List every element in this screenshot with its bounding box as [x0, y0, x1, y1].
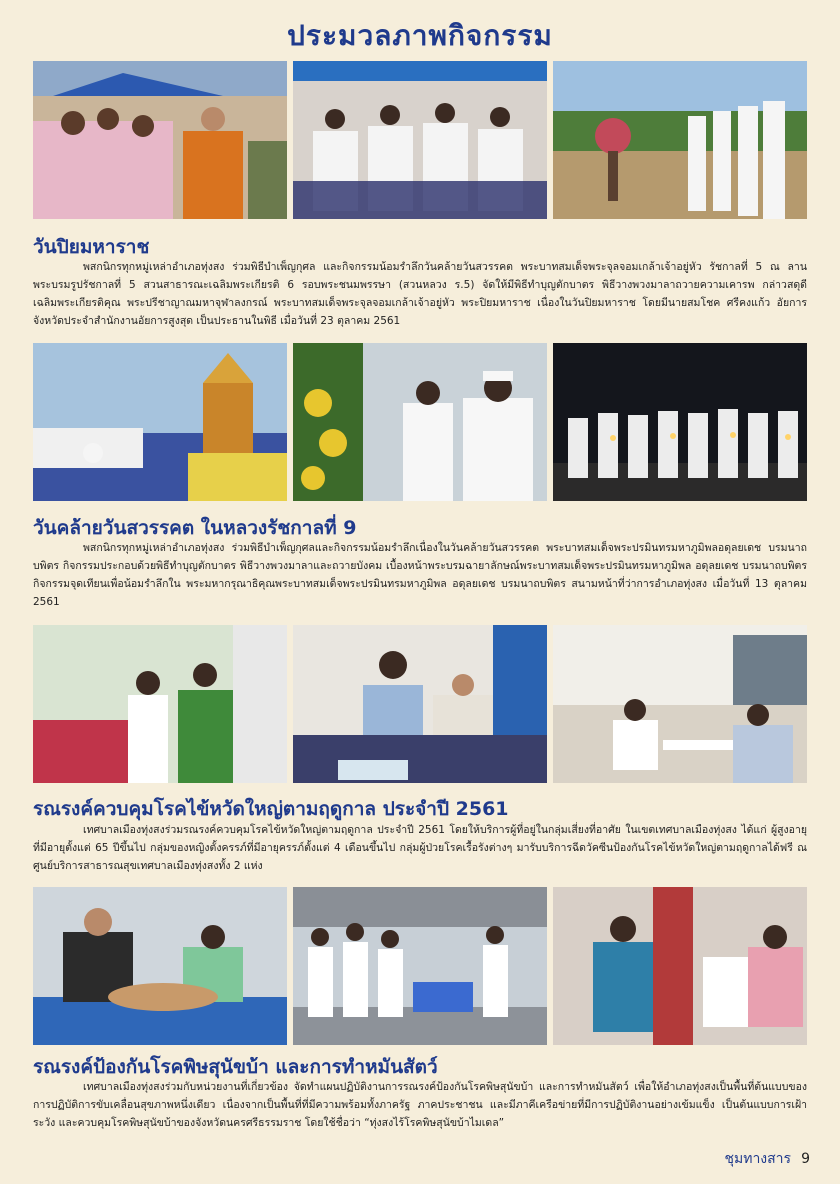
- photo-row-1: [33, 61, 807, 219]
- section-body-flu: เทศบาลเมืองทุ่งสงร่วมรณรงค์ควบคุมโรคไข้หวัดใหญ่ตามฤดูกาล ประจำปี 2561 โดยให้บริการผู้ที่อยู่ในกลุ่มเสี่ยงที่อาศัย ในเขตเทศบาลเมืองทุ่งสง ได้แก่ ผู้สูงอายุที่มีอายุตั้งแต่ 65 ปีขึ้นไป กลุ่มของหญิงตั้งครรภ์ที่มีอายุครรภ์ตั้งแต่ 4 เดือนขึ้นไป กลุ่มผู้ป่วยโรคเรื้อรังต่างๆ มารับบริการฉีดวัคซีนป้องกันโรคไข้หวัดใหญ่ตามฤดูกาลได้ฟรี ณ ศูนย์บริการสาธารณสุขเทศบาลเมืองทุ่งสงทั้ง 2 แห่ง: [33, 824, 807, 872]
- section-heading-flu: รณรงค์ควบคุมโรคไข้หวัดใหญ่ตามฤดูกาล ประจำปี 2561: [33, 798, 509, 820]
- section-body-rama9: พสกนิกรทุกหมู่เหล่าอำเภอทุ่งสง ร่วมพิธีบำเพ็ญกุศลและกิจกรรมน้อมรำลึกเนื่องในวันคล้ายวันสวรรคต พระบาทสมเด็จพระปรมินทรมหาภูมิพลอดุลยเดช บรมนาถบพิตร กิจกรรมประกอบด้วยพิธีทำบุญตักบาตร พิธีวางพวงมาลาและถวายบังคม เบื้องหน้าพระบรมฉายาลักษณ์พระบาทสมเด็จพระปรมินทรมหาภูมิพล อดุลยเดช บรมนาถบพิตร กิจกรรมจุดเทียนเพื่อน้อมรำลึกใน พระมหากรุณาธิคุณพระบาทสมเด็จพระปรมินทรมหาภูมิพล อดุลยเดช บรมนาถบพิตร สนามหน้าที่ว่าการอำเภอทุ่งสง เมื่อวันที่ 13 ตุลาคม 2561: [33, 542, 807, 608]
- photo-row-4: [33, 887, 807, 1045]
- section-body-rabies: เทศบาลเมืองทุ่งสงร่วมกับหน่วยงานที่เกี่ยวข้อง จัดทำแผนปฏิบัติงานการรณรงค์ป้องกันโรคพิษสุนัขบ้า และการทำหมันสัตว์ เพื่อให้อำเภอทุ่งสงเป็นพื้นที่ต้นแบบของการปฏิบัติการขับเคลื่อนสุขภาพหนึ่งเดียว เนื่องจากเป็นพื้นที่ที่มีความพร้อมทั้งภาครัฐ ภาคประชาชน และมีภาคีเครือข่ายที่มีการปฏิบัติงานอย่างเข้มแข็ง เป็นต้นแบบการเฝ้าระวัง และควบคุมโรคพิษสุนัขบ้าของจังหวัดนครศรีธรรมราช โดยใช้ชื่อว่า “ทุ่งสงไร้โรคพิษสุนัขบ้าไมเดล”: [33, 1081, 807, 1129]
- photo-pet-treatment: [553, 887, 807, 1045]
- section-body-piyamaharaj: พสกนิกรทุกหมู่เหล่าอำเภอทุ่งสง ร่วมพิธีบำเพ็ญกุศล และกิจกรรมน้อมรำลึกวันคล้ายวันสวรรคต พระบาทสมเด็จพระจุลจอมเกล้าเจ้าอยู่หัว รัชกาลที่ 5 ณ ลานพระบรมรูปรัชกาลที่ 5 สวนสาธารณะเฉลิมพระเกียรติ 6 รอบพระชนมพรรษา (สวนหลวง ร.5) จัดให้มีพิธีทำบุญตักบาตร พิธีวางพวงมาลาถวายความเคารพ กล่าวสดุดีเฉลิมพระเกียรติคุณ พระปรีชาญาณมหาจุฬาลงกรณ์ พระบาทสมเด็จพระจุลจอมเกล้าเจ้าอยู่หัว พระปิยมหาราช เนื่องในวันปิยมหาราช โดยมีนายสมโชค ศรีคงแก้ว อัยการจังหวัดประจำสำนักงานอัยการสูงสุด เป็นประธานในพิธี เมื่อวันที่ 23 ตุลาคม 2561: [33, 261, 807, 327]
- section-heading-rabies: รณรงค์ป้องกันโรคพิษสุนัขบ้า และการทำหมันสัตว์: [33, 1056, 438, 1078]
- photo-vaccine-clinic: [33, 625, 287, 783]
- photo-officials-salute: [293, 343, 547, 501]
- page-title: ประมวลภาพกิจกรรม: [287, 19, 553, 52]
- page-footer: [724, 1148, 810, 1170]
- page-number: 9: [801, 1151, 810, 1167]
- photo-dog-sterilization: [33, 887, 287, 1045]
- section-heading-rama9: วันคล้ายวันสวรรคต ในหลวงรัชกาลที่ 9: [33, 517, 357, 539]
- photo-volunteers: [293, 887, 547, 1045]
- photo-vaccination: [293, 625, 547, 783]
- photo-officials-seated: [293, 61, 547, 219]
- photo-wreath-ceremony: [553, 61, 807, 219]
- magazine-name: ชุมทางสาร: [724, 1151, 792, 1167]
- section-heading-piyamaharaj: วันปิยมหาราช: [33, 236, 150, 258]
- photo-candle-lighting: [553, 343, 807, 501]
- photo-row-3: [33, 625, 807, 783]
- photo-monk-almsgiving: [33, 61, 287, 219]
- photo-health-center: [553, 625, 807, 783]
- photo-shrine-bow: [33, 343, 287, 501]
- photo-row-2: [33, 343, 807, 501]
